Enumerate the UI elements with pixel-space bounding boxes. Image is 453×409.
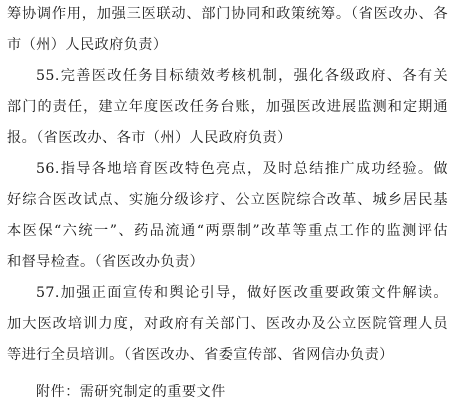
paragraph-line: 报。（省医改办、各市（州）人民政府负责） bbox=[7, 130, 292, 146]
paragraph-line: 和督导检查。（省医改办负责） bbox=[7, 254, 205, 270]
paragraph-line: 市（州）人民政府负责） bbox=[7, 37, 168, 53]
attachment-label: 附件：需研究制定的重要文件 bbox=[36, 384, 226, 400]
paragraph-line: 57.加强正面宣传和舆论引导，做好医改重要政策文件解读。 bbox=[36, 285, 448, 301]
paragraph-line: 部门的责任，建立年度医改任务台账，加强医改进展监测和定期通 bbox=[7, 99, 448, 115]
paragraph-line: 55.完善医改任务目标绩效考核机制，强化各级政府、各有关 bbox=[36, 68, 448, 84]
paragraph-line: 筹协调作用，加强三医联动、部门协同和政策统筹。（省医改办、各 bbox=[7, 6, 448, 22]
paragraph-line: 本医保“六统一”、药品流通“两票制”改革等重点工作的监测评估 bbox=[7, 223, 448, 239]
paragraph-line: 56.指导各地培育医改特色亮点，及时总结推广成功经验。做 bbox=[36, 161, 448, 177]
paragraph-line: 等进行全员培训。（省医改办、省委宣传部、省网信办负责） bbox=[7, 347, 394, 363]
paragraph-line: 加大医改培训力度，对政府有关部门、医改办及公立医院管理人员 bbox=[7, 316, 448, 332]
paragraph-line: 好综合医改试点、实施分级诊疗、公立医院综合改革、城乡居民基 bbox=[7, 192, 448, 208]
